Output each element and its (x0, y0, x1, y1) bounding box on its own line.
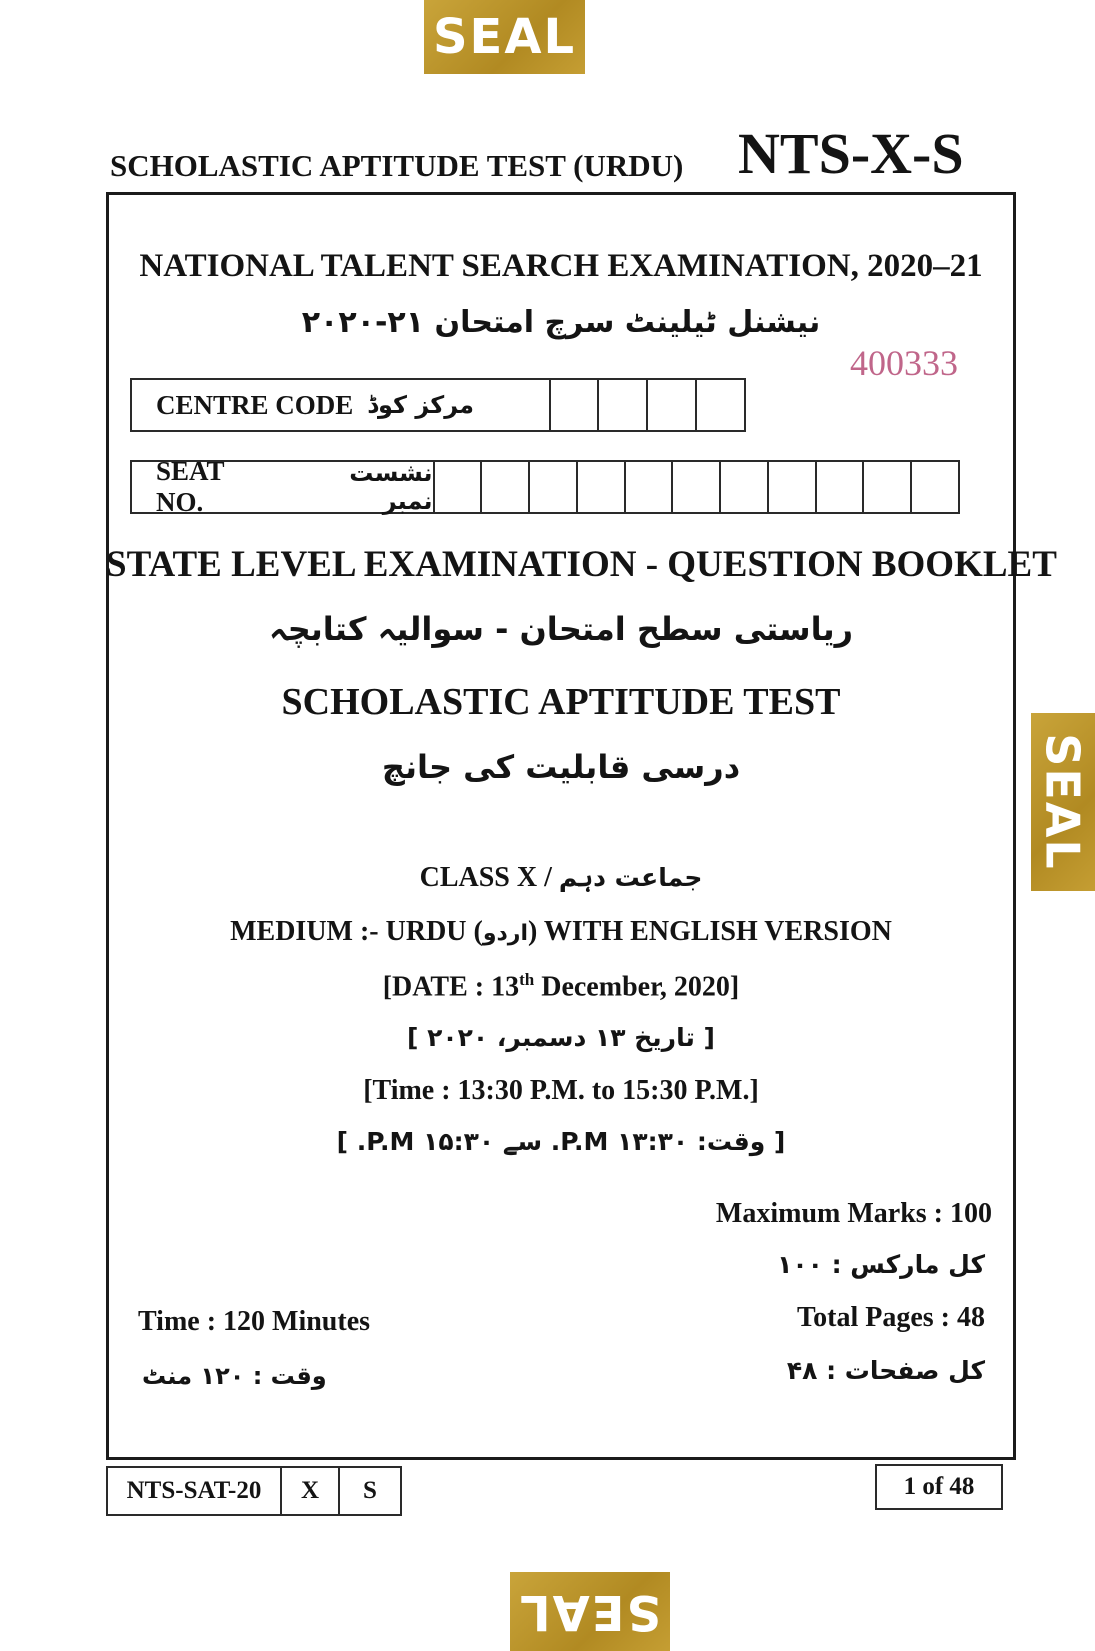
total-pages-urdu: کل صفحات : ۴۸ (786, 1356, 985, 1385)
header-paper-code: NTS-X-S (738, 121, 964, 186)
seat-no-cell[interactable] (671, 462, 719, 512)
class-separator: / (544, 862, 552, 893)
date-suffix: December, 2020] (534, 971, 740, 1003)
seat-no-label (132, 456, 433, 517)
subject-title: SCHOLASTIC APTITUDE TEST (281, 681, 841, 723)
date-urdu: [ تاریخ ۱۳ دسمبر، ۲۰۲۰ ] (407, 1023, 715, 1052)
seat-no-label-urdu: نشست نمبر (349, 459, 433, 515)
time-urdu: [ وقت: ۱۳:۳۰ P.M. سے ۱۵:۳۰ P.M. ] (336, 1127, 786, 1156)
seat-no-box (130, 456, 960, 517)
booklet-title: STATE LEVEL EXAMINATION - QUESTION BOOKLET (106, 544, 1057, 585)
centre-code-cell[interactable] (646, 380, 695, 430)
seat-no-cell[interactable] (767, 462, 815, 512)
maximum-marks-urdu: کل مارکس : ۱۰۰ (777, 1250, 985, 1279)
maximum-marks: Maximum Marks : 100 (715, 1198, 992, 1229)
seal-top: SEAL (424, 0, 585, 74)
footer-code-version: S (338, 1468, 400, 1514)
medium-line (106, 916, 1016, 948)
class-line (106, 862, 1016, 894)
seat-no-cell[interactable] (910, 462, 958, 512)
seal-side-text: SEAL (1036, 733, 1090, 871)
exam-title: NATIONAL TALENT SEARCH EXAMINATION, 2020–21 (139, 248, 983, 284)
header-test-title: SCHOLASTIC APTITUDE TEST (URDU) (110, 148, 684, 183)
class-label: CLASS X (419, 862, 538, 893)
class-urdu: جماعت دہم (558, 863, 703, 892)
centre-code-label (132, 380, 549, 430)
time-line: [Time : 13:30 P.M. to 15:30 P.M.] (363, 1075, 759, 1106)
centre-code-cell[interactable] (597, 380, 646, 430)
seal-bottom (510, 1572, 670, 1651)
total-pages: Total Pages : 48 (797, 1302, 985, 1333)
seat-no-cell[interactable] (433, 462, 481, 512)
footer-page-number: 1 of 48 (903, 1473, 975, 1500)
footer-page-box (875, 1464, 1003, 1510)
centre-code-cell[interactable] (549, 380, 598, 430)
seat-no-cell[interactable] (528, 462, 576, 512)
subject-title-urdu: درسی قابلیت کی جانچ (381, 748, 741, 786)
centre-code-box (130, 378, 746, 432)
medium-prefix: MEDIUM :- URDU ( (230, 916, 483, 947)
centre-code-cell[interactable] (695, 380, 744, 430)
seat-no-cell[interactable] (862, 462, 910, 512)
seat-no-cell[interactable] (576, 462, 624, 512)
footer-code-series: NTS-SAT-20 (126, 1477, 262, 1504)
seat-no-cell[interactable] (624, 462, 672, 512)
date-superscript: th (519, 970, 535, 989)
time-allowed-urdu: وقت : ۱۲۰ منٹ (142, 1362, 327, 1390)
date-line (106, 970, 1016, 1003)
time-allowed: Time : 120 Minutes (138, 1306, 371, 1337)
seal-bottom-text: SEAL (518, 1583, 662, 1640)
centre-code-label-en: CENTRE CODE (156, 389, 354, 420)
exam-title-urdu: نیشنل ٹیلینٹ سرچ امتحان ۲۱-۲۰۲۰ (301, 305, 821, 340)
seat-no-cell[interactable] (719, 462, 767, 512)
date-prefix: [DATE : 13 (382, 971, 520, 1003)
footer-code-class: X (280, 1468, 338, 1514)
serial-number: 400333 (850, 343, 958, 383)
medium-suffix: ) WITH ENGLISH VERSION (528, 916, 892, 947)
seat-no-cell[interactable] (480, 462, 528, 512)
centre-code-label-urdu: مرکز کوڈ (367, 391, 475, 419)
seat-no-cell[interactable] (815, 462, 863, 512)
seal-side (1031, 713, 1095, 891)
seat-no-label-en: SEAT NO. (156, 456, 225, 517)
booklet-title-urdu: ریاستی سطح امتحان - سوالیہ کتابچہ (268, 610, 854, 648)
footer-code-box (106, 1466, 402, 1516)
medium-urdu: اردو (482, 921, 529, 946)
